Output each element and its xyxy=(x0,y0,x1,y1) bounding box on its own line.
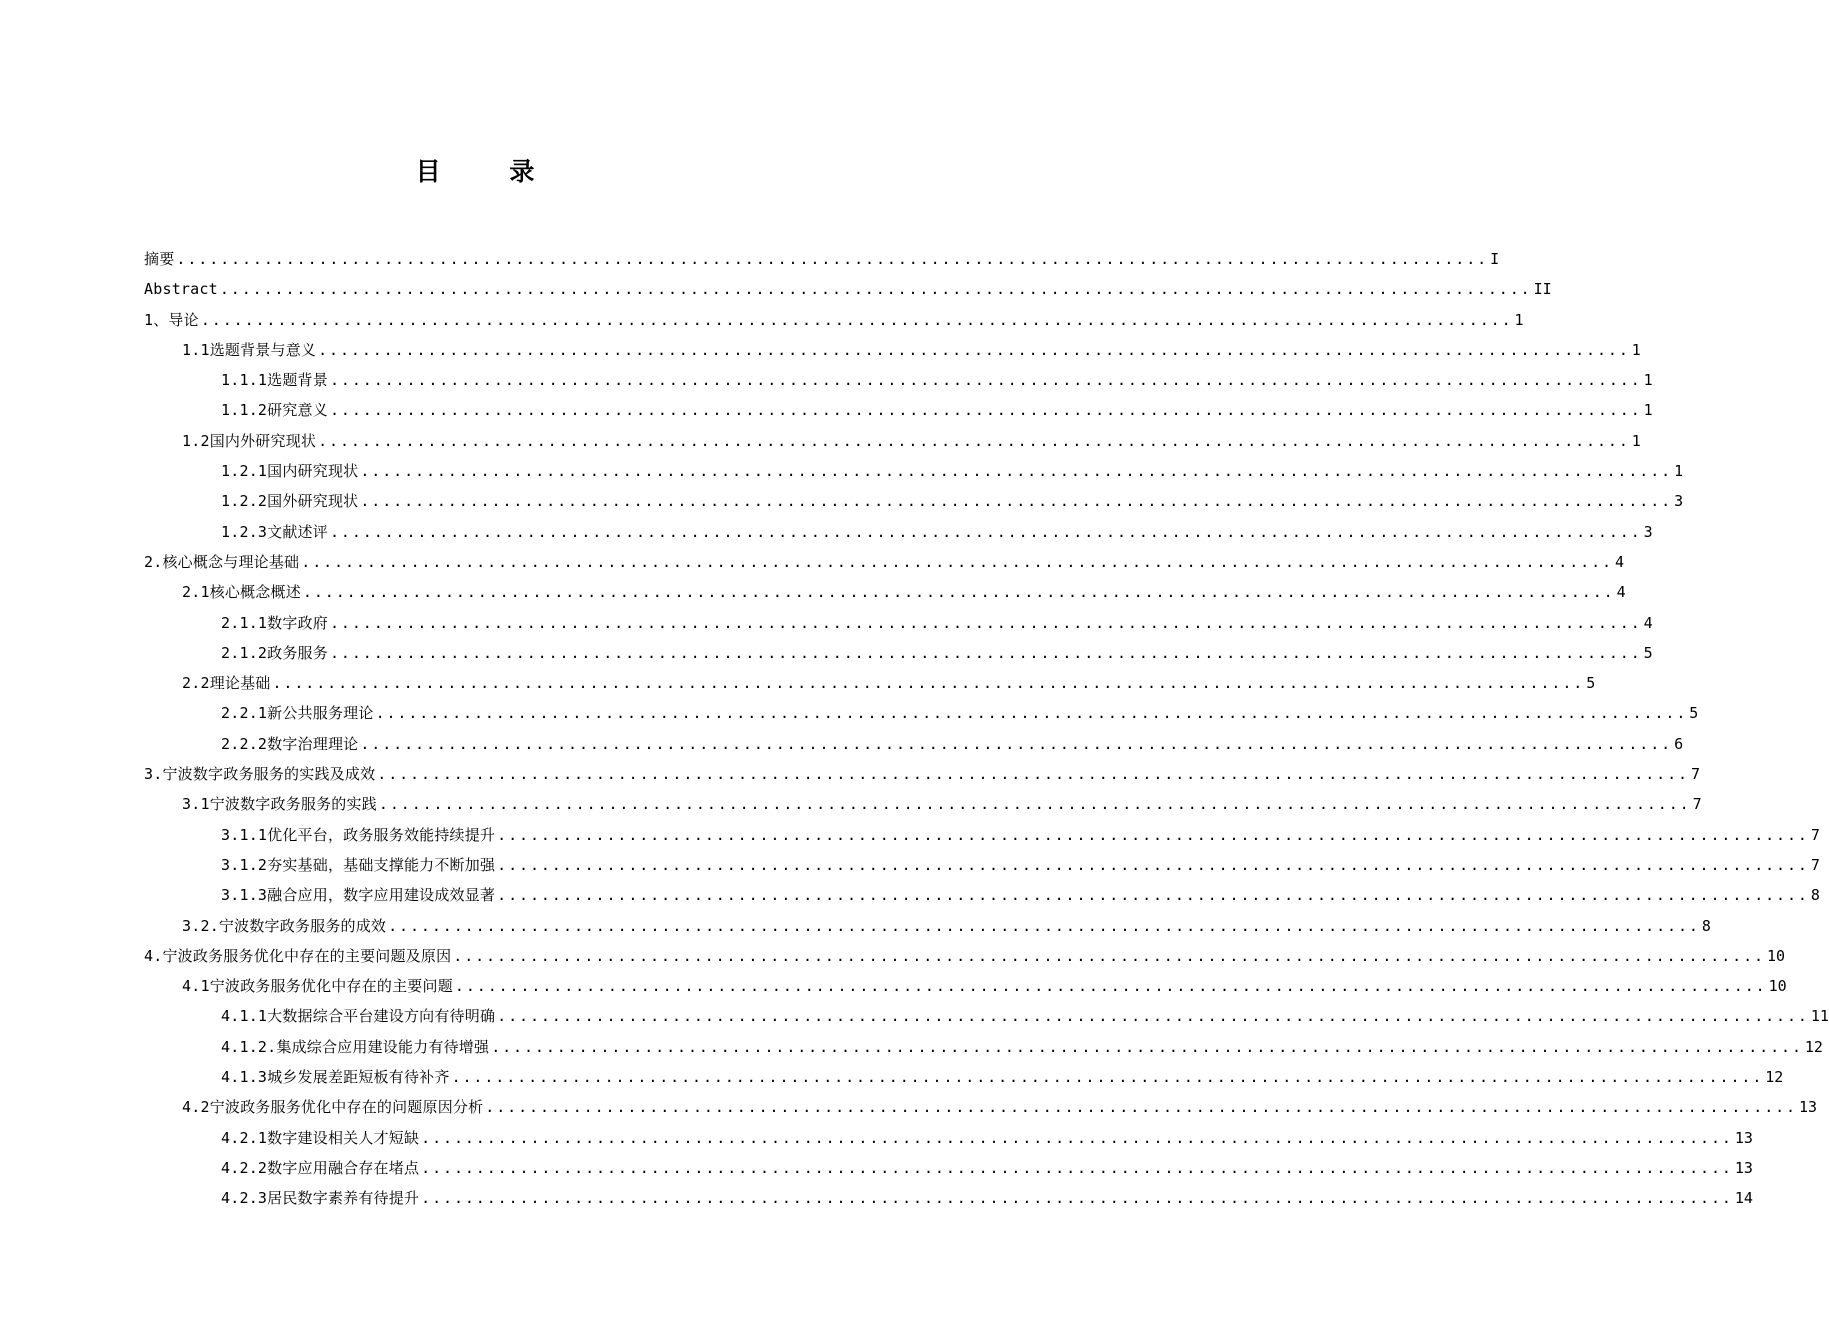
toc-entry-text: 1.1选题背景与意义 xyxy=(182,340,317,359)
toc-entry[interactable] xyxy=(144,365,1653,395)
toc-entry-page-number: 3 xyxy=(1674,492,1684,511)
toc-entry-page-number: 13 xyxy=(1734,1128,1753,1147)
dot-leader: ........................................................................................................................ xyxy=(497,886,1809,905)
toc-entry[interactable] xyxy=(144,911,1711,941)
toc-entry-page-number: 11 xyxy=(1810,1007,1829,1026)
toc-entry-text: 2.1核心概念概述 xyxy=(182,583,301,602)
toc-entry[interactable] xyxy=(144,426,1641,456)
toc-entry-text: 1.2国内外研究现状 xyxy=(182,431,317,450)
toc-entry-page-number: 1 xyxy=(1514,310,1524,329)
toc-entry-page-number: 3 xyxy=(1643,522,1653,541)
toc-entry-text: 3.1.2夯实基础，基础支撑能力不断加强 xyxy=(221,855,496,874)
toc-entry-page-number: 7 xyxy=(1810,825,1820,844)
dot-leader: ........................................................................................................................ xyxy=(378,795,1691,814)
toc-entry-text: 2.2.2数字治理理论 xyxy=(221,734,359,753)
dot-leader: ........................................................................................................................ xyxy=(497,855,1809,874)
dot-leader: ........................................................................................................................ xyxy=(360,734,1673,753)
toc-entry-text: 3.宁波数字政务服务的实践及成效 xyxy=(144,765,376,784)
toc-entry[interactable] xyxy=(144,698,1699,728)
toc-entry[interactable] xyxy=(144,486,1684,516)
toc-entry-text: 4.2宁波政务服务优化中存在的问题原因分析 xyxy=(182,1098,484,1117)
dot-leader: ........................................................................................................................ xyxy=(388,916,1700,935)
dot-leader: ........................................................................................................................ xyxy=(318,431,1630,450)
toc-entry-page-number: 1 xyxy=(1643,401,1653,420)
dot-leader: ........................................................................................................................ xyxy=(329,371,1642,390)
toc-entry[interactable] xyxy=(144,456,1684,486)
dot-leader: ........................................................................................................................ xyxy=(329,401,1642,420)
toc-entry[interactable] xyxy=(144,274,1552,304)
toc-entry-text: 1.1.1选题背景 xyxy=(221,371,328,390)
toc-entry-text: 1.2.2国外研究现状 xyxy=(221,492,359,511)
toc-entry-page-number: 10 xyxy=(1768,977,1787,996)
toc-entry-text: 2.2.1新公共服务理论 xyxy=(221,704,374,723)
toc-entry[interactable] xyxy=(144,335,1641,365)
toc-entry-page-number: 7 xyxy=(1810,855,1820,874)
toc-entry-text: 摘要 xyxy=(144,250,175,268)
toc-entry[interactable] xyxy=(144,577,1626,607)
toc-entry[interactable] xyxy=(144,820,1820,850)
toc-entry-page-number: 13 xyxy=(1734,1158,1753,1177)
toc-entry-text: Abstract xyxy=(144,280,218,299)
dot-leader: ........................................................................................................................ xyxy=(377,765,1689,784)
toc-entry-text: 4.1宁波政务服务优化中存在的主要问题 xyxy=(182,977,453,996)
toc-entry-page-number: 5 xyxy=(1586,674,1596,693)
toc-entry-text: 1.2.1国内研究现状 xyxy=(221,462,359,481)
dot-leader: ........................................................................................................................ xyxy=(421,1189,1733,1208)
toc-entry-text: 2.核心概念与理论基础 xyxy=(144,552,300,571)
toc-entry[interactable] xyxy=(144,880,1820,910)
toc-entry-page-number: 14 xyxy=(1734,1189,1753,1208)
toc-entry-text: 4.2.1数字建设相关人才短缺 xyxy=(221,1128,420,1147)
toc-entry-text: 1.2.3文献述评 xyxy=(221,522,328,541)
toc-entry-page-number: 8 xyxy=(1810,886,1820,905)
toc-entry-text: 4.1.1大数据综合平台建设方向有待明确 xyxy=(221,1007,496,1026)
toc-entry-text: 3.2.宁波数字政务服务的成效 xyxy=(182,916,387,935)
dot-leader: ........................................................................................................................ xyxy=(219,280,1532,299)
dot-leader: ........................................................................................................................ xyxy=(329,613,1642,632)
toc-entry[interactable] xyxy=(144,1183,1753,1213)
toc-entry-page-number: 6 xyxy=(1674,734,1684,753)
toc-entry[interactable] xyxy=(144,244,1500,274)
dot-leader: ........................................................................................................................ xyxy=(497,825,1809,844)
toc-entry[interactable] xyxy=(144,1123,1753,1153)
dot-leader: ........................................................................................................................ xyxy=(301,552,1613,571)
table-of-contents xyxy=(144,244,1829,1214)
dot-leader: ........................................................................................................................ xyxy=(421,1158,1733,1177)
dot-leader: ........................................................................................................................ xyxy=(375,704,1688,723)
toc-entry-text: 3.1宁波数字政务服务的实践 xyxy=(182,795,377,814)
dot-leader: ........................................................................................................................ xyxy=(302,583,1615,602)
toc-entry-page-number: 8 xyxy=(1701,916,1711,935)
toc-entry[interactable] xyxy=(144,608,1653,638)
toc-entry[interactable] xyxy=(144,1153,1753,1183)
toc-entry[interactable] xyxy=(144,305,1524,335)
toc-entry[interactable] xyxy=(144,1062,1784,1092)
dot-leader: ........................................................................................................................ xyxy=(272,674,1585,693)
dot-leader: ........................................................................................................................ xyxy=(318,340,1630,359)
dot-leader: ........................................................................................................................ xyxy=(454,977,1767,996)
toc-entry-page-number: 5 xyxy=(1689,704,1699,723)
toc-entry-page-number: 1 xyxy=(1643,371,1653,390)
toc-entry-page-number: II xyxy=(1533,280,1552,299)
dot-leader: ........................................................................................................................ xyxy=(451,1068,1764,1087)
dot-leader: ........................................................................................................................ xyxy=(497,1007,1809,1026)
toc-entry[interactable] xyxy=(144,395,1653,425)
toc-entry-text: 2.1.1数字政府 xyxy=(221,613,328,632)
dot-leader: ........................................................................................................................ xyxy=(485,1098,1797,1117)
toc-entry[interactable] xyxy=(144,850,1820,880)
toc-entry-page-number: 7 xyxy=(1692,795,1702,814)
toc-entry-page-number: 1 xyxy=(1631,340,1641,359)
toc-entry-page-number: 13 xyxy=(1799,1098,1818,1117)
toc-entry-page-number: 10 xyxy=(1766,946,1786,965)
toc-title: 目 录 xyxy=(415,157,565,186)
toc-entry-page-number: 4 xyxy=(1643,613,1653,632)
toc-entry[interactable] xyxy=(144,1032,1823,1062)
toc-entry-page-number: 5 xyxy=(1643,643,1653,662)
toc-entry[interactable] xyxy=(144,668,1596,698)
toc-entry[interactable] xyxy=(144,1001,1829,1031)
toc-entry-page-number: I xyxy=(1490,250,1500,268)
toc-entry-page-number: 7 xyxy=(1690,765,1700,784)
toc-entry[interactable] xyxy=(144,1092,1818,1122)
toc-entry-text: 4.1.3城乡发展差距短板有待补齐 xyxy=(221,1068,450,1087)
dot-leader: ........................................................................................................................ xyxy=(329,643,1642,662)
toc-entry-text: 2.1.2政务服务 xyxy=(221,643,328,662)
toc-entry[interactable] xyxy=(144,729,1684,759)
dot-leader: ........................................................................................................................ xyxy=(360,492,1673,511)
toc-entry-page-number: 12 xyxy=(1765,1068,1784,1087)
toc-entry[interactable] xyxy=(144,638,1653,668)
toc-entry-text: 1、导论 xyxy=(144,310,199,329)
toc-entry[interactable] xyxy=(144,971,1787,1001)
toc-entry-text: 4.2.2数字应用融合存在堵点 xyxy=(221,1158,420,1177)
toc-entry-page-number: 12 xyxy=(1804,1037,1823,1056)
toc-entry-page-number: 1 xyxy=(1631,431,1641,450)
dot-leader: ........................................................................................................................ xyxy=(421,1128,1733,1147)
toc-entry[interactable] xyxy=(144,759,1700,789)
dot-leader: ........................................................................................................................ xyxy=(329,522,1642,541)
dot-leader: ........................................................................................................................ xyxy=(360,462,1673,481)
toc-entry[interactable] xyxy=(144,517,1653,547)
toc-entry-text: 2.2理论基础 xyxy=(182,674,271,693)
dot-leader: ........................................................................................................................ xyxy=(176,250,1489,268)
toc-entry-text: 3.1.3融合应用，数字应用建设成效显著 xyxy=(221,886,496,905)
toc-entry[interactable] xyxy=(144,941,1786,971)
toc-entry-text: 3.1.1优化平台，政务服务效能持续提升 xyxy=(221,825,496,844)
dot-leader: ........................................................................................................................ xyxy=(453,946,1765,965)
toc-entry-text: 4.2.3居民数字素养有待提升 xyxy=(221,1189,420,1208)
toc-entry-page-number: 4 xyxy=(1616,583,1626,602)
toc-entry-text: 1.1.2研究意义 xyxy=(221,401,328,420)
dot-leader: ........................................................................................................................ xyxy=(200,310,1513,329)
toc-entry-page-number: 4 xyxy=(1614,552,1624,571)
toc-entry-text: 4.宁波政务服务优化中存在的主要问题及原因 xyxy=(144,946,452,965)
toc-entry-page-number: 1 xyxy=(1674,462,1684,481)
dot-leader: ........................................................................................................................ xyxy=(491,1037,1803,1056)
toc-entry[interactable] xyxy=(144,789,1702,819)
toc-entry-text: 4.1.2.集成综合应用建设能力有待增强 xyxy=(221,1037,490,1056)
toc-entry[interactable] xyxy=(144,547,1624,577)
